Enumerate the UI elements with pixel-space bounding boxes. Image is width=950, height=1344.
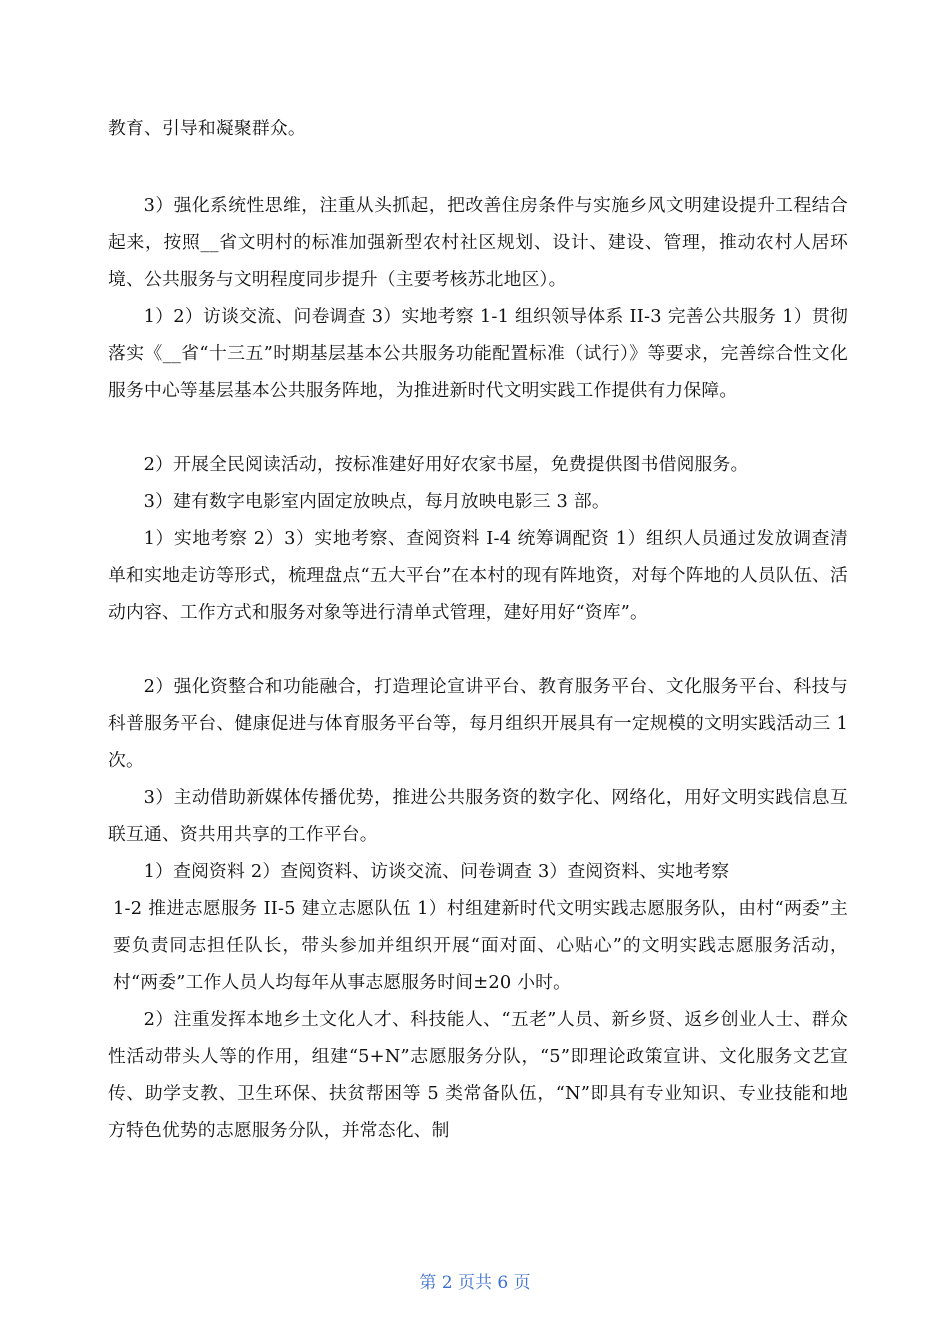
page-number-footer: 第 2 页共 6 页 bbox=[419, 1273, 531, 1293]
paragraph-platform-integration: 2）强化资整合和功能融合，打造理论宣讲平台、教育服务平台、文化服务平台、科技与科普服务平台、健康促进与体育服务平台等，每月组织开展具有一定规模的文明实践活动三 1 次。 bbox=[108, 676, 848, 771]
paragraph-volunteer-team: 1-2 推进志愿服务 II-5 建立志愿队伍 1）村组建新时代文明实践志愿服务队，由村“两委”主要负责同志担任队长，带头参加并组织开展“面对面、心贴心”的文明实践志愿服务活动，村“两委”工作人员人均每年从事志愿服务时间±20 小时。 bbox=[113, 898, 848, 993]
paragraph-resource-allocation: 1）实地考察 2）3）实地考察、查阅资料 I-4 统筹调配资 1）组织人员通过发放调查清单和实地走访等形式，梳理盘点“五大平台”在本村的现有阵地资，对每个阵地的人员队伍、活动内容、工作方式和服务对象等进行清单式管理，建好用好“资库”。 bbox=[108, 528, 848, 623]
paragraph-reading-activity: 2）开展全民阅读活动，按标准建好用好农家书屋，免费提供图书借阅服务。 bbox=[143, 454, 749, 475]
paragraph-review-methods: 1）查阅资料 2）查阅资料、访谈交流、问卷调查 3）查阅资料、实地考察 bbox=[143, 861, 730, 882]
paragraph-public-services: 1）2）访谈交流、问卷调查 3）实地考察 1-1 组织领导体系 II-3 完善公共服务 1）贯彻落实《__省“十三五”时期基层基本公共服务功能配置标准（试行）》等要求，完善综合性文化服务中心等基层基本公共服务阵地，为推进新时代文明实践工作提供有力保障。 bbox=[108, 306, 848, 401]
paragraph-continuation: 教育、引导和凝聚群众。 bbox=[108, 118, 306, 139]
paragraph-volunteer-subteams: 2）注重发挥本地乡土文化人才、科技能人、“五老”人员、新乡贤、返乡创业人士、群众性活动带头人等的作用，组建“5+N”志愿服务分队，“5”即理论政策宣讲、文化服务文艺宣传、助学支教、卫生环保、扶贫帮困等 5 类常备队伍，“N”即具有专业知识、专业技能和地方特色优势的志愿服务分队，并常态化、制 bbox=[108, 1009, 848, 1141]
paragraph-3-strengthen-thinking: 3）强化系统性思维，注重从头抓起，把改善住房条件与实施乡风文明建设提升工程结合起来，按照__省文明村的标准加强新型农村社区规划、设计、建设、管理，推动农村人居环境、公共服务与文明程度同步提升（主要考核苏北地区）。 bbox=[108, 195, 848, 290]
paragraph-new-media: 3）主动借助新媒体传播优势，推进公共服务资的数字化、网络化，用好文明实践信息互联互通、资共用共享的工作平台。 bbox=[108, 787, 848, 845]
paragraph-digital-cinema: 3）建有数字电影室内固定放映点，每月放映电影三 3 部。 bbox=[143, 491, 610, 512]
